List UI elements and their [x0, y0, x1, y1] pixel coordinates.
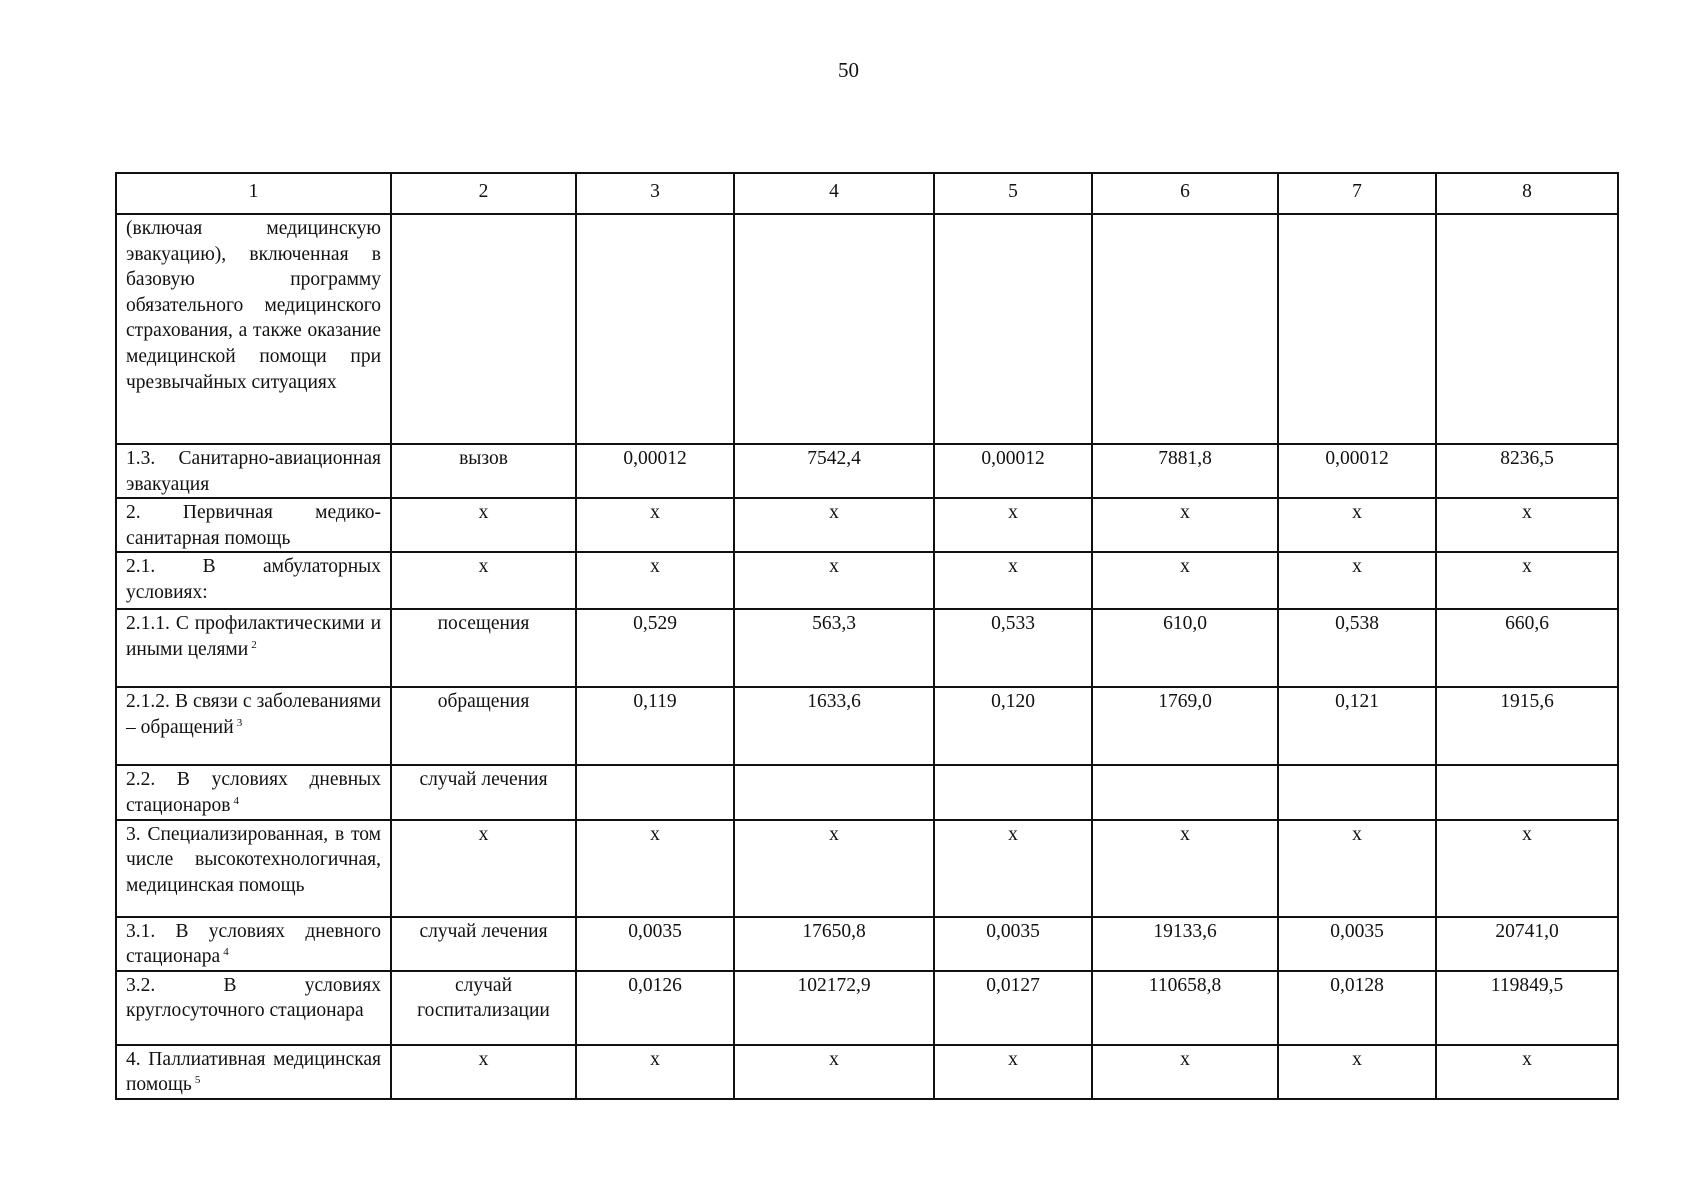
footnote-marker: 3: [236, 716, 243, 729]
value-cell-col-6: 610,0: [1092, 609, 1278, 687]
row-label-cell: [116, 1045, 391, 1099]
value-cell-col-7: 0,538: [1278, 609, 1436, 687]
row-label-cell: [116, 765, 391, 819]
row-label: 3.1. В условиях дневного стационара: [126, 920, 381, 968]
table-row: [116, 820, 1618, 917]
value-cell-col-6: х: [1092, 552, 1278, 609]
value-cell-col-4: х: [734, 498, 934, 552]
value-cell-col-3: 0,0126: [576, 971, 734, 1045]
table-row: [116, 552, 1618, 609]
value-cell-col-8: х: [1436, 1045, 1618, 1099]
value-cell-col-5: 0,533: [934, 609, 1092, 687]
value-cell-col-8: х: [1436, 552, 1618, 609]
column-header-5: 5: [934, 173, 1092, 214]
value-cell-col-3: [576, 765, 734, 819]
row-label: (включая медицинскую эвакуацию), включенная в базовую программу обязательного медицинского страхования, а также оказание медицинской помощи при чрезвычайных ситуациях: [126, 218, 381, 393]
column-header-4: 4: [734, 173, 934, 214]
unit-cell: х: [391, 552, 576, 609]
unit-cell: вызов: [391, 444, 576, 498]
value-cell-col-8: 119849,5: [1436, 971, 1618, 1045]
table-row: [116, 498, 1618, 552]
value-cell-col-4: х: [734, 1045, 934, 1099]
value-cell-col-4: [734, 214, 934, 444]
unit-cell: х: [391, 498, 576, 552]
header-row: [116, 173, 1618, 214]
row-label: 3.2. В условиях круглосуточного стационара: [126, 974, 381, 1022]
table-row: [116, 687, 1618, 765]
value-cell-col-7: х: [1278, 1045, 1436, 1099]
value-cell-col-3: [576, 214, 734, 444]
row-label: 3. Специализированная, в том числе высокотехнологичная, медицинская помощь: [126, 823, 381, 896]
value-cell-col-4: 102172,9: [734, 971, 934, 1045]
value-cell-col-3: 0,119: [576, 687, 734, 765]
value-cell-col-5: 0,00012: [934, 444, 1092, 498]
row-label: 2.1. В амбулаторных условиях:: [126, 556, 381, 603]
value-cell-col-6: х: [1092, 820, 1278, 917]
table-row: [116, 971, 1618, 1045]
value-cell-col-6: [1092, 214, 1278, 444]
row-label-cell: [116, 498, 391, 552]
row-label-cell: [116, 214, 391, 444]
row-label-cell: [116, 687, 391, 765]
row-label-cell: [116, 820, 391, 917]
value-cell-col-8: х: [1436, 498, 1618, 552]
value-cell-col-3: 0,00012: [576, 444, 734, 498]
row-label: 2.1.2. В связи с заболеваниями – обращений: [126, 691, 381, 738]
row-label-cell: [116, 917, 391, 971]
unit-cell: [391, 214, 576, 444]
value-cell-col-5: [934, 214, 1092, 444]
unit-cell: обращения: [391, 687, 576, 765]
value-cell-col-5: х: [934, 498, 1092, 552]
value-cell-col-8: [1436, 765, 1618, 819]
value-cell-col-6: 110658,8: [1092, 971, 1278, 1045]
value-cell-col-5: х: [934, 1045, 1092, 1099]
table-row: [116, 765, 1618, 819]
value-cell-col-7: х: [1278, 820, 1436, 917]
value-cell-col-5: 0,0127: [934, 971, 1092, 1045]
value-cell-col-5: х: [934, 552, 1092, 609]
table-row: [116, 444, 1618, 498]
value-cell-col-4: 7542,4: [734, 444, 934, 498]
value-cell-col-4: х: [734, 552, 934, 609]
row-label-cell: [116, 444, 391, 498]
value-cell-col-8: 660,6: [1436, 609, 1618, 687]
footnote-marker: 4: [233, 794, 239, 807]
value-cell-col-4: 17650,8: [734, 917, 934, 971]
row-label: 2.1.1. С профилактическими и иными целями: [126, 613, 381, 660]
table-row: [116, 609, 1618, 687]
row-label: 1.3. Санитарно-авиационная эвакуация: [126, 448, 381, 495]
page-number: 50: [838, 58, 859, 82]
value-cell-col-7: х: [1278, 498, 1436, 552]
unit-cell: случай лечения: [391, 917, 576, 971]
unit-cell: случай госпитализации: [391, 971, 576, 1045]
value-cell-col-3: х: [576, 1045, 734, 1099]
value-cell-col-5: х: [934, 820, 1092, 917]
value-cell-col-8: х: [1436, 820, 1618, 917]
unit-cell: случай лечения: [391, 765, 576, 819]
value-cell-col-8: [1436, 214, 1618, 444]
row-label: 4. Паллиативная медицинская помощь: [126, 1048, 381, 1096]
footnote-marker: 2: [251, 638, 257, 651]
footnote-marker: 5: [194, 1074, 201, 1087]
column-header-2: 2: [391, 173, 576, 214]
column-header-8: 8: [1436, 173, 1618, 214]
value-cell-col-6: 19133,6: [1092, 917, 1278, 971]
value-cell-col-7: х: [1278, 552, 1436, 609]
column-header-6: 6: [1092, 173, 1278, 214]
value-cell-col-8: 1915,6: [1436, 687, 1618, 765]
row-label: 2. Первичная медико-санитарная помощь: [126, 502, 381, 549]
value-cell-col-5: 0,120: [934, 687, 1092, 765]
value-cell-col-4: 563,3: [734, 609, 934, 687]
value-cell-col-6: х: [1092, 1045, 1278, 1099]
value-cell-col-3: х: [576, 552, 734, 609]
value-cell-col-3: 0,0035: [576, 917, 734, 971]
column-header-1: 1: [116, 173, 391, 214]
value-cell-col-6: х: [1092, 498, 1278, 552]
table-row: [116, 917, 1618, 971]
value-cell-col-5: [934, 765, 1092, 819]
row-label-cell: [116, 609, 391, 687]
value-cell-col-5: 0,0035: [934, 917, 1092, 971]
value-cell-col-4: х: [734, 820, 934, 917]
data-table: [115, 172, 1619, 1100]
value-cell-col-7: 0,0035: [1278, 917, 1436, 971]
table-row: [116, 1045, 1618, 1099]
value-cell-col-7: [1278, 765, 1436, 819]
value-cell-col-3: 0,529: [576, 609, 734, 687]
value-cell-col-3: х: [576, 498, 734, 552]
value-cell-col-6: 1769,0: [1092, 687, 1278, 765]
value-cell-col-7: 0,121: [1278, 687, 1436, 765]
value-cell-col-6: [1092, 765, 1278, 819]
value-cell-col-7: 0,0128: [1278, 971, 1436, 1045]
value-cell-col-7: 0,00012: [1278, 444, 1436, 498]
value-cell-col-4: 1633,6: [734, 687, 934, 765]
column-header-7: 7: [1278, 173, 1436, 214]
row-label-cell: [116, 971, 391, 1045]
table-row: [116, 214, 1618, 444]
unit-cell: х: [391, 1045, 576, 1099]
unit-cell: х: [391, 820, 576, 917]
value-cell-col-4: [734, 765, 934, 819]
unit-cell: посещения: [391, 609, 576, 687]
value-cell-col-8: 20741,0: [1436, 917, 1618, 971]
value-cell-col-7: [1278, 214, 1436, 444]
column-header-3: 3: [576, 173, 734, 214]
value-cell-col-6: 7881,8: [1092, 444, 1278, 498]
value-cell-col-8: 8236,5: [1436, 444, 1618, 498]
footnote-marker: 4: [223, 946, 229, 959]
row-label-cell: [116, 552, 391, 609]
value-cell-col-3: х: [576, 820, 734, 917]
row-label: 2.2. В условиях дневных стационаров: [126, 769, 381, 816]
